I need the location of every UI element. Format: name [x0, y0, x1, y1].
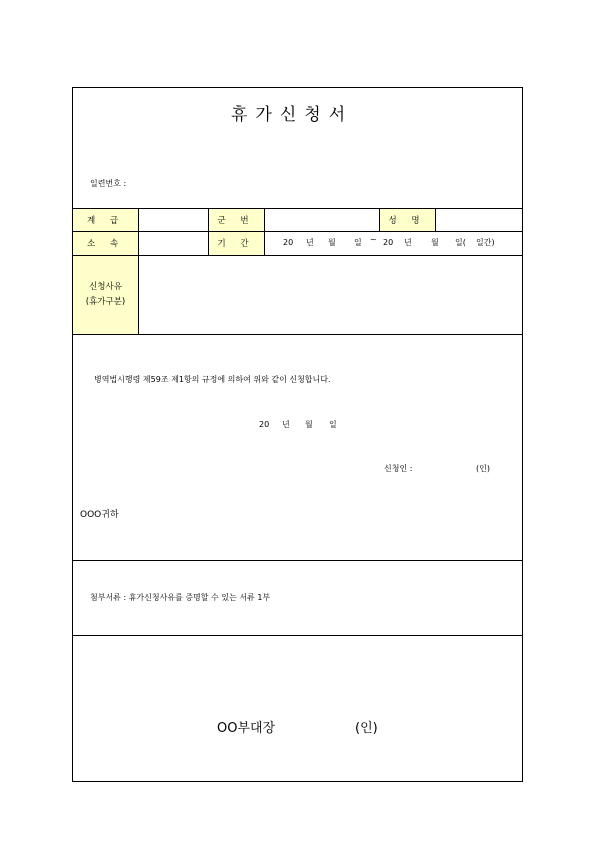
row-divider: [73, 635, 522, 636]
period-to-year: 년: [404, 238, 412, 247]
period-days: 일간): [476, 238, 495, 247]
leave-application-form: [72, 87, 523, 782]
period-from-yy: 20: [283, 238, 294, 247]
reason-label: [73, 255, 138, 334]
row-divider: [73, 208, 522, 209]
unit-label: 소 속: [86, 239, 125, 249]
row-divider: [73, 560, 522, 561]
column-divider: [264, 208, 265, 255]
date-year: 년: [282, 420, 290, 429]
period-label: 기 간: [217, 239, 255, 249]
applicant-seal: (인): [476, 464, 490, 473]
row-divider: [73, 231, 522, 232]
period-tilde: ~: [370, 235, 377, 244]
commander-seal: (인): [355, 721, 378, 736]
statement-text: 병역법시행령 제59조 제1항의 규정에 의하여 위와 같이 신청합니다.: [94, 375, 331, 384]
row-divider: [73, 334, 522, 335]
form-title: 휴가신청서: [231, 105, 354, 125]
date-month: 월: [305, 420, 313, 429]
period-to-month: 월: [431, 238, 439, 247]
commander-title: OO부대장: [217, 721, 276, 736]
period-to-yy: 20: [383, 238, 394, 247]
attachment-note: 첨부서류 : 휴가신청사유를 증명할 수 있는 서류 1부: [90, 593, 271, 602]
addressee: OOO귀하: [80, 510, 119, 520]
period-to-day: 일(: [455, 238, 466, 247]
service-number-label: 군 번: [217, 215, 255, 226]
reason-label-line2: (휴가구분): [85, 296, 126, 307]
date-yy: 20: [259, 420, 270, 429]
serial-number-label: 일련번호 :: [90, 179, 127, 188]
period-from-month: 월: [328, 238, 336, 247]
reason-label-line1: 신청사유: [89, 281, 122, 292]
rank-label: 계 급: [86, 215, 125, 226]
date-day: 일: [329, 420, 337, 429]
name-label: 성 명: [388, 215, 426, 226]
period-from-year: 년: [306, 238, 314, 247]
column-divider: [435, 208, 436, 231]
applicant-label: 신청인 :: [384, 464, 413, 473]
column-divider: [138, 208, 139, 334]
period-from-day: 일: [354, 238, 362, 247]
row-divider: [73, 255, 522, 256]
